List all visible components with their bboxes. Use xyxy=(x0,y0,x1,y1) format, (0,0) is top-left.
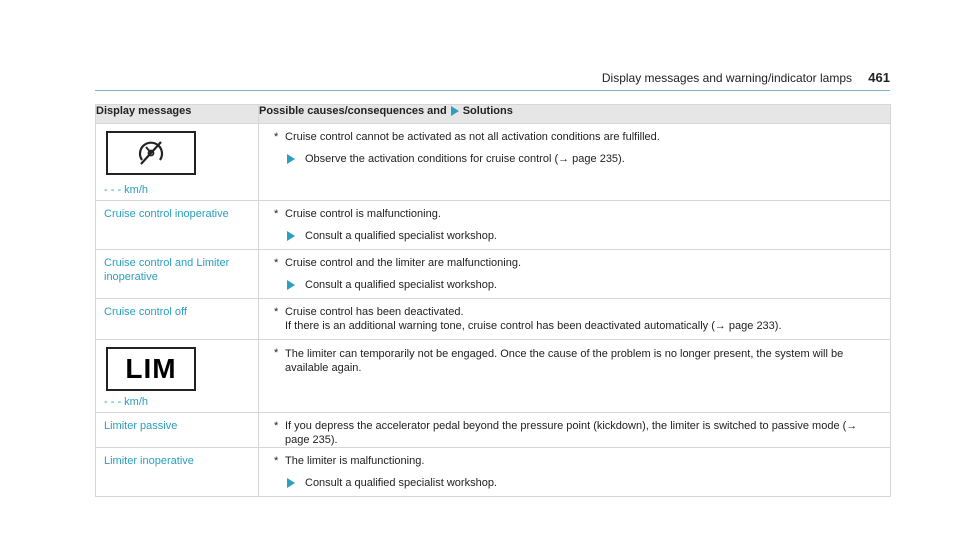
display-message-cell xyxy=(96,250,259,299)
table-row xyxy=(96,413,891,448)
page-number: 461 xyxy=(868,70,890,85)
solution-arrow-icon xyxy=(287,154,295,164)
solution-arrow-icon xyxy=(287,280,295,290)
messages-table xyxy=(95,104,891,497)
display-message-cell xyxy=(96,340,259,413)
message-label: Cruise control inoperative xyxy=(104,208,229,220)
solution-text: Consult a qualified specialist workshop. xyxy=(305,279,497,291)
causes-cell xyxy=(259,413,891,448)
display-message-cell xyxy=(96,413,259,448)
speedometer-icon xyxy=(106,131,196,175)
solution-arrow-icon xyxy=(287,231,295,241)
col-header-causes xyxy=(259,105,891,124)
col-header-display-messages: Display messages xyxy=(96,105,259,124)
causes-cell xyxy=(259,448,891,497)
speed-readout: - - - km/h xyxy=(104,396,148,408)
bullet: * xyxy=(274,208,279,220)
bullet: * xyxy=(274,131,279,143)
cause-text: The limiter is malfunctioning. xyxy=(285,455,425,467)
speed-readout: - - - km/h xyxy=(104,184,148,196)
causes-cell xyxy=(259,201,891,250)
message-label: Cruise control off xyxy=(104,306,187,318)
bullet: * xyxy=(274,306,279,318)
cause-text: Cruise control cannot be activated as not all activation conditions are fulfilled. xyxy=(285,131,660,143)
table-row xyxy=(96,201,891,250)
table-header-row xyxy=(96,105,891,124)
causes-cell xyxy=(259,124,891,201)
message-label: Limiter passive xyxy=(104,420,178,432)
cause-text: Cruise control and the limiter are malfunctioning. xyxy=(285,257,522,269)
cause-text: Cruise control has been deactivated. xyxy=(285,306,464,318)
display-message-cell xyxy=(96,299,259,340)
page-header xyxy=(95,68,890,91)
causes-cell xyxy=(259,250,891,299)
table-row xyxy=(96,124,891,201)
cause-text: Cruise control is malfunctioning. xyxy=(285,208,441,220)
solution-arrow-icon xyxy=(451,106,459,116)
additional-text: If there is an additional warning tone, cruise control has been deactivated automatically (→ page 233). xyxy=(285,320,782,332)
causes-cell xyxy=(259,340,891,413)
cause-text: If you depress the accelerator pedal beyond the pressure point (kickdown), the limiter is switched to passive mode (→ page 235). xyxy=(285,420,858,446)
lim-icon-text: LIM xyxy=(125,353,177,384)
message-label: Limiter inoperative xyxy=(104,455,194,467)
header-title: Display messages and warning/indicator lamps xyxy=(601,71,852,85)
lim-icon xyxy=(106,347,196,391)
bullet: * xyxy=(274,455,279,467)
display-message-cell xyxy=(96,201,259,250)
solution-text: Consult a qualified specialist workshop. xyxy=(305,230,497,242)
solution-text: Consult a qualified specialist workshop. xyxy=(305,477,497,489)
cause-text: The limiter can temporarily not be engaged. Once the cause of the problem is no longer present, the system will be available again. xyxy=(285,348,844,374)
causes-cell xyxy=(259,299,891,340)
table-row xyxy=(96,340,891,413)
table-row xyxy=(96,250,891,299)
bullet: * xyxy=(274,420,279,432)
bullet: * xyxy=(274,257,279,269)
solution-text: Observe the activation conditions for cruise control (→ page 235). xyxy=(305,153,625,165)
display-message-cell xyxy=(96,124,259,201)
col-header-solutions-text: Solutions xyxy=(462,105,513,117)
table-row xyxy=(96,299,891,340)
bullet: * xyxy=(274,347,279,359)
col-header-causes-text: Possible causes/consequences and xyxy=(259,105,447,117)
display-message-cell xyxy=(96,448,259,497)
solution-arrow-icon xyxy=(287,478,295,488)
table-row xyxy=(96,448,891,497)
message-label: Cruise control and Limiter inoperative xyxy=(104,257,230,283)
